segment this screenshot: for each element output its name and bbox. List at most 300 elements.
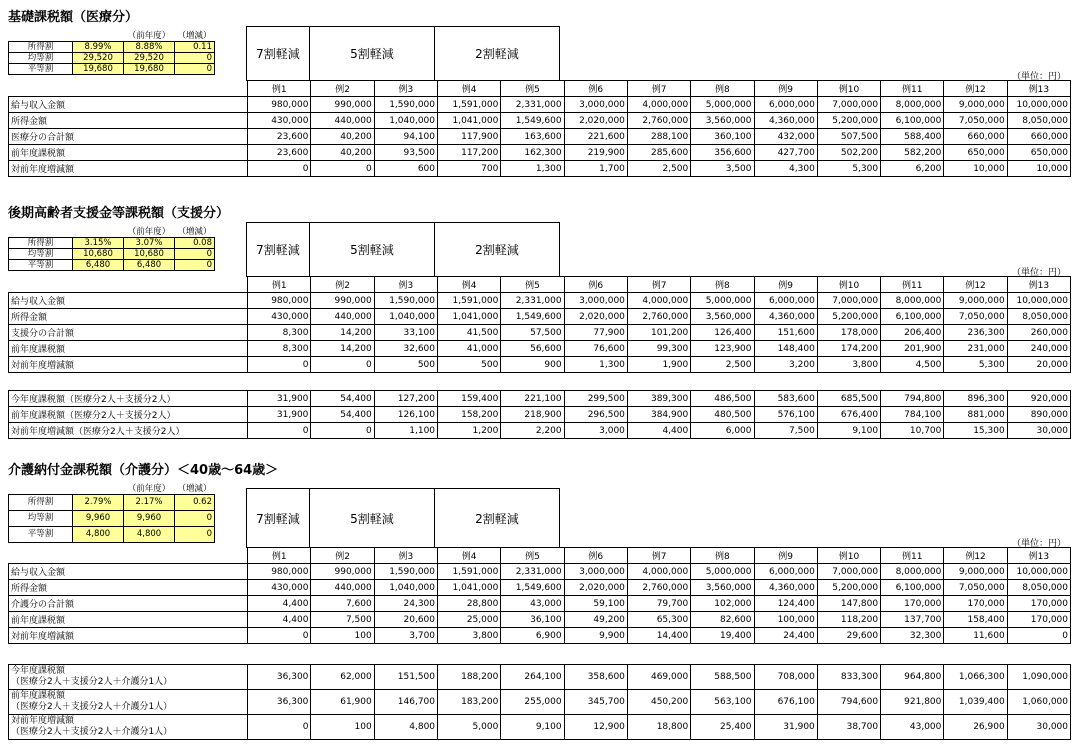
table-cell: 2,760,000 xyxy=(627,580,690,596)
example-header-row: 例1 例2 例3 例4 例5 例6 例7 例8 例9 例10 例11 例12 例13 xyxy=(9,548,1071,564)
table-cell: 296,500 xyxy=(564,407,627,423)
table-row xyxy=(9,580,1071,596)
table-cell: 41,500 xyxy=(438,325,501,341)
table-cell: 7,600 xyxy=(311,596,374,612)
table-cell: 1,040,000 xyxy=(374,580,437,596)
table-cell: 151,500 xyxy=(374,665,437,690)
section-title-support: 後期高齢者支援金等課税額（支援分） xyxy=(8,206,230,221)
table-cell: 5,200,000 xyxy=(817,113,880,129)
table-cell: 117,200 xyxy=(438,145,501,161)
table-cell: 360,100 xyxy=(691,129,754,145)
table-cell: 2,020,000 xyxy=(564,309,627,325)
row-label: 支援分の合計額 xyxy=(9,325,248,341)
table-cell: 299,500 xyxy=(564,391,627,407)
row-label: 対前年度増減額 xyxy=(9,161,248,177)
table-cell: 389,300 xyxy=(627,391,690,407)
example-header-row: 例1 例2 例3 例4 例5 例6 例7 例8 例9 例10 例11 例12 例13 xyxy=(9,81,1071,97)
row-label: 医療分の合計額 xyxy=(9,129,248,145)
table-cell: 33,100 xyxy=(374,325,437,341)
rate-head-prev: （前年度） xyxy=(127,30,171,41)
rate-row: 平等割 19,680 19,680 0 xyxy=(9,64,215,75)
table-cell: 178,000 xyxy=(817,325,880,341)
table-cell: 384,900 xyxy=(627,407,690,423)
table-cell: 8,050,000 xyxy=(1007,113,1070,129)
table-cell: 4,400 xyxy=(627,423,690,439)
table-cell: 990,000 xyxy=(311,293,374,309)
table-cell: 1,900 xyxy=(627,357,690,373)
table-cell: 20,000 xyxy=(1007,357,1070,373)
table-cell: 660,000 xyxy=(944,129,1007,145)
table-cell: 6,000 xyxy=(691,423,754,439)
table-cell: 8,050,000 xyxy=(1007,309,1070,325)
table-cell: 31,900 xyxy=(754,715,817,740)
table-cell: 158,400 xyxy=(944,612,1007,628)
table-cell: 102,000 xyxy=(691,596,754,612)
table-row xyxy=(9,341,1071,357)
table-cell: 1,200 xyxy=(438,423,501,439)
table-cell: 4,400 xyxy=(248,612,311,628)
table-cell: 784,100 xyxy=(881,407,944,423)
table-row xyxy=(9,309,1071,325)
table-cell: 881,000 xyxy=(944,407,1007,423)
table-cell: 502,200 xyxy=(817,145,880,161)
row-label: 対前年度増減額 xyxy=(9,357,248,373)
data-table-medical xyxy=(8,80,1071,177)
table-cell: 345,700 xyxy=(564,690,627,715)
table-cell: 794,800 xyxy=(881,391,944,407)
table-cell: 1,060,000 xyxy=(1007,690,1070,715)
table-cell: 7,500 xyxy=(754,423,817,439)
table-cell: 980,000 xyxy=(248,564,311,580)
table-cell: 99,300 xyxy=(627,341,690,357)
table-cell: 2,760,000 xyxy=(627,309,690,325)
table-cell: 57,500 xyxy=(501,325,564,341)
table-cell: 2,020,000 xyxy=(564,580,627,596)
table-cell: 10,000 xyxy=(1007,161,1070,177)
table-cell: 162,300 xyxy=(501,145,564,161)
table-cell: 450,200 xyxy=(627,690,690,715)
row-label: 給与収入金額 xyxy=(9,293,248,309)
table-cell: 28,800 xyxy=(438,596,501,612)
table-cell: 1,090,000 xyxy=(1007,665,1070,690)
table-cell: 1,100 xyxy=(374,423,437,439)
table-cell: 4,000,000 xyxy=(627,293,690,309)
table-cell: 990,000 xyxy=(311,97,374,113)
table-cell: 10,000,000 xyxy=(1007,564,1070,580)
table-cell: 10,700 xyxy=(881,423,944,439)
section-title-care: 介護納付金課税額（介護分）＜40歳～64歳＞ xyxy=(8,463,279,478)
rate-row: 所得割 3.15% 3.07% 0.08 xyxy=(9,238,215,249)
table-cell: 2,020,000 xyxy=(564,113,627,129)
table-cell: 36,300 xyxy=(248,665,311,690)
table-cell: 480,500 xyxy=(691,407,754,423)
table-cell: 221,100 xyxy=(501,391,564,407)
row-label: 前年度課税額 xyxy=(9,145,248,161)
table-row xyxy=(9,325,1071,341)
table-cell: 685,500 xyxy=(817,391,880,407)
table-cell: 5,200,000 xyxy=(817,580,880,596)
table-cell: 920,000 xyxy=(1007,391,1070,407)
table-cell: 3,800 xyxy=(438,628,501,644)
table-cell: 427,700 xyxy=(754,145,817,161)
table-cell: 54,400 xyxy=(311,391,374,407)
summary-table-medical-support xyxy=(8,390,1071,439)
rate-row: 平等割 6,480 6,480 0 xyxy=(9,260,215,271)
table-cell: 148,400 xyxy=(754,341,817,357)
table-cell: 500 xyxy=(438,357,501,373)
table-cell: 6,100,000 xyxy=(881,580,944,596)
row-label xyxy=(9,690,248,715)
row-label: 給与収入金額 xyxy=(9,97,248,113)
table-cell: 82,600 xyxy=(691,612,754,628)
rate-row: 均等割 9,960 9,960 0 xyxy=(9,511,215,527)
summary-table-all xyxy=(8,664,1071,740)
table-cell: 36,300 xyxy=(248,690,311,715)
table-cell: 2,331,000 xyxy=(501,564,564,580)
table-cell: 123,900 xyxy=(691,341,754,357)
table-cell: 650,000 xyxy=(944,145,1007,161)
table-cell: 890,000 xyxy=(1007,407,1070,423)
table-cell: 25,400 xyxy=(691,715,754,740)
table-cell: 219,900 xyxy=(564,145,627,161)
table-cell: 147,800 xyxy=(817,596,880,612)
table-cell: 8,050,000 xyxy=(1007,580,1070,596)
table-cell: 0 xyxy=(248,628,311,644)
table-cell: 964,800 xyxy=(881,665,944,690)
table-cell: 137,700 xyxy=(881,612,944,628)
table-cell: 600 xyxy=(374,161,437,177)
table-cell: 40,200 xyxy=(311,145,374,161)
table-cell: 5,000 xyxy=(438,715,501,740)
rate-table-care: （前年度） （増減） 所得割 2.79% 2.17% 0.62 均等割 9,960 9,960 0 平等割 4,800 4,800 0 xyxy=(8,484,215,543)
table-cell: 2,331,000 xyxy=(501,97,564,113)
table-cell: 2,331,000 xyxy=(501,293,564,309)
table-cell: 62,000 xyxy=(311,665,374,690)
row-label-line1: 今年度課税額 xyxy=(11,666,66,676)
table-cell: 26,900 xyxy=(944,715,1007,740)
row-label xyxy=(9,715,248,740)
table-cell: 3,500 xyxy=(691,161,754,177)
table-cell: 6,000,000 xyxy=(754,564,817,580)
table-cell: 77,900 xyxy=(564,325,627,341)
table-cell: 9,000,000 xyxy=(944,293,1007,309)
table-cell: 8,300 xyxy=(248,325,311,341)
table-cell: 158,200 xyxy=(438,407,501,423)
table-cell: 7,000,000 xyxy=(817,564,880,580)
table-cell: 650,000 xyxy=(1007,145,1070,161)
table-row xyxy=(9,612,1071,628)
rate-row: 所得割 2.79% 2.17% 0.62 xyxy=(9,495,215,511)
table-cell: 588,400 xyxy=(881,129,944,145)
table-cell: 3,000,000 xyxy=(564,564,627,580)
table-cell: 990,000 xyxy=(311,564,374,580)
table-cell: 1,591,000 xyxy=(438,293,501,309)
table-cell: 3,000,000 xyxy=(564,293,627,309)
table-cell: 6,100,000 xyxy=(881,113,944,129)
table-cell: 12,900 xyxy=(564,715,627,740)
table-cell: 76,600 xyxy=(564,341,627,357)
table-cell: 201,900 xyxy=(881,341,944,357)
unit-label: （単位：円） xyxy=(1012,268,1067,278)
table-cell: 8,300 xyxy=(248,341,311,357)
table-cell: 14,200 xyxy=(311,325,374,341)
table-cell: 430,000 xyxy=(248,309,311,325)
table-cell: 30,000 xyxy=(1007,715,1070,740)
table-cell: 6,000,000 xyxy=(754,293,817,309)
table-cell: 4,000,000 xyxy=(627,97,690,113)
table-cell: 1,041,000 xyxy=(438,580,501,596)
table-cell: 15,300 xyxy=(944,423,1007,439)
table-cell: 708,000 xyxy=(754,665,817,690)
table-cell: 43,000 xyxy=(881,715,944,740)
table-cell: 100 xyxy=(311,628,374,644)
table-cell: 1,549,600 xyxy=(501,309,564,325)
table-row xyxy=(9,690,1071,715)
table-cell: 118,200 xyxy=(817,612,880,628)
table-cell: 676,100 xyxy=(754,690,817,715)
table-cell: 563,100 xyxy=(691,690,754,715)
row-label xyxy=(9,665,248,690)
table-cell: 206,400 xyxy=(881,325,944,341)
rate-row: 所得割 8.99% 8.88% 0.11 xyxy=(9,42,215,53)
table-cell: 7,050,000 xyxy=(944,580,1007,596)
table-cell: 6,900 xyxy=(501,628,564,644)
reduction-20: 2割軽減 xyxy=(434,26,560,81)
table-cell: 5,200,000 xyxy=(817,309,880,325)
table-cell: 10,000,000 xyxy=(1007,97,1070,113)
table-cell: 676,400 xyxy=(817,407,880,423)
rate-row: 平等割 4,800 4,800 0 xyxy=(9,527,215,543)
table-cell: 8,000,000 xyxy=(881,564,944,580)
table-cell: 29,600 xyxy=(817,628,880,644)
table-cell: 49,200 xyxy=(564,612,627,628)
reduction-70: 7割軽減 xyxy=(246,222,310,277)
table-cell: 1,041,000 xyxy=(438,309,501,325)
table-cell: 56,600 xyxy=(501,341,564,357)
table-cell: 0 xyxy=(248,357,311,373)
example-header-row: 例1 例2 例3 例4 例5 例6 例7 例8 例9 例10 例11 例12 例13 xyxy=(9,277,1071,293)
table-cell: 10,000,000 xyxy=(1007,293,1070,309)
table-cell: 1,039,400 xyxy=(944,690,1007,715)
table-cell: 440,000 xyxy=(311,309,374,325)
table-cell: 285,600 xyxy=(627,145,690,161)
table-cell: 126,100 xyxy=(374,407,437,423)
table-cell: 4,360,000 xyxy=(754,113,817,129)
table-cell: 170,000 xyxy=(944,596,1007,612)
table-cell: 6,000,000 xyxy=(754,97,817,113)
table-cell: 358,600 xyxy=(564,665,627,690)
rate-head-diff: （増減） xyxy=(177,30,212,41)
table-row xyxy=(9,391,1071,407)
table-cell: 500 xyxy=(374,357,437,373)
table-cell: 1,591,000 xyxy=(438,564,501,580)
reduction-70: 7割軽減 xyxy=(246,488,310,548)
table-cell: 117,900 xyxy=(438,129,501,145)
table-cell: 260,000 xyxy=(1007,325,1070,341)
table-cell: 124,400 xyxy=(754,596,817,612)
table-cell: 1,549,600 xyxy=(501,113,564,129)
table-row xyxy=(9,665,1071,690)
table-cell: 9,000,000 xyxy=(944,564,1007,580)
table-cell: 9,100 xyxy=(817,423,880,439)
table-cell: 5,300 xyxy=(817,161,880,177)
table-cell: 5,000,000 xyxy=(691,97,754,113)
reduction-20: 2割軽減 xyxy=(434,488,560,548)
table-cell: 4,500 xyxy=(881,357,944,373)
table-cell: 4,400 xyxy=(248,596,311,612)
table-row xyxy=(9,357,1071,373)
section-title-medical: 基礎課税額（医療分） xyxy=(8,10,139,25)
table-cell: 6,100,000 xyxy=(881,309,944,325)
table-cell: 159,400 xyxy=(438,391,501,407)
row-label: 所得金額 xyxy=(9,580,248,596)
table-cell: 61,900 xyxy=(311,690,374,715)
table-row xyxy=(9,113,1071,129)
table-cell: 3,560,000 xyxy=(691,580,754,596)
table-cell: 11,600 xyxy=(944,628,1007,644)
table-cell: 4,300 xyxy=(754,161,817,177)
unit-label: （単位：円） xyxy=(1012,72,1067,82)
table-cell: 5,300 xyxy=(944,357,1007,373)
table-cell: 170,000 xyxy=(881,596,944,612)
row-label: 介護分の合計額 xyxy=(9,596,248,612)
table-cell: 240,000 xyxy=(1007,341,1070,357)
table-cell: 126,400 xyxy=(691,325,754,341)
table-cell: 59,100 xyxy=(564,596,627,612)
table-row xyxy=(9,97,1071,113)
table-row xyxy=(9,715,1071,740)
table-cell: 1,590,000 xyxy=(374,564,437,580)
table-cell: 833,300 xyxy=(817,665,880,690)
table-cell: 3,800 xyxy=(817,357,880,373)
table-cell: 236,300 xyxy=(944,325,1007,341)
table-cell: 0 xyxy=(311,357,374,373)
table-cell: 6,200 xyxy=(881,161,944,177)
row-label: 前年度課税額（医療分2人＋支援分2人） xyxy=(9,407,248,423)
table-cell: 218,900 xyxy=(501,407,564,423)
table-cell: 0 xyxy=(311,161,374,177)
table-cell: 32,600 xyxy=(374,341,437,357)
table-cell: 94,100 xyxy=(374,129,437,145)
table-cell: 14,200 xyxy=(311,341,374,357)
table-cell: 356,600 xyxy=(691,145,754,161)
reduction-50: 5割軽減 xyxy=(309,488,435,548)
table-cell: 900 xyxy=(501,357,564,373)
table-cell: 794,600 xyxy=(817,690,880,715)
table-cell: 469,000 xyxy=(627,665,690,690)
reduction-70: 7割軽減 xyxy=(246,26,310,81)
table-cell: 18,800 xyxy=(627,715,690,740)
row-label-line2: （医療分2人＋支援分2人＋介護分1人） xyxy=(11,677,173,687)
table-cell: 8,000,000 xyxy=(881,293,944,309)
table-cell: 486,500 xyxy=(691,391,754,407)
table-cell: 1,300 xyxy=(501,161,564,177)
table-cell: 1,041,000 xyxy=(438,113,501,129)
table-cell: 188,200 xyxy=(438,665,501,690)
row-label: 前年度課税額 xyxy=(9,341,248,357)
table-cell: 231,000 xyxy=(944,341,1007,357)
row-label-line2: （医療分2人＋支援分2人＋介護分1人） xyxy=(11,702,173,712)
reduction-50: 5割軽減 xyxy=(309,26,435,81)
table-cell: 7,050,000 xyxy=(944,113,1007,129)
table-cell: 430,000 xyxy=(248,113,311,129)
table-cell: 20,600 xyxy=(374,612,437,628)
table-cell: 7,050,000 xyxy=(944,309,1007,325)
table-cell: 19,400 xyxy=(691,628,754,644)
table-cell: 23,600 xyxy=(248,129,311,145)
table-cell: 5,000,000 xyxy=(691,564,754,580)
table-cell: 7,500 xyxy=(311,612,374,628)
table-cell: 43,000 xyxy=(501,596,564,612)
table-cell: 0 xyxy=(1007,628,1070,644)
reduction-50: 5割軽減 xyxy=(309,222,435,277)
table-cell: 23,600 xyxy=(248,145,311,161)
table-cell: 432,000 xyxy=(754,129,817,145)
table-cell: 14,400 xyxy=(627,628,690,644)
table-cell: 430,000 xyxy=(248,580,311,596)
table-cell: 582,200 xyxy=(881,145,944,161)
table-cell: 10,000 xyxy=(944,161,1007,177)
table-cell: 3,000,000 xyxy=(564,97,627,113)
table-cell: 221,600 xyxy=(564,129,627,145)
row-label: 所得金額 xyxy=(9,113,248,129)
table-cell: 127,200 xyxy=(374,391,437,407)
row-label: 所得金額 xyxy=(9,309,248,325)
table-cell: 7,000,000 xyxy=(817,97,880,113)
table-cell: 588,500 xyxy=(691,665,754,690)
row-label-line2: （医療分2人＋支援分2人＋介護分1人） xyxy=(11,727,173,737)
table-cell: 3,560,000 xyxy=(691,113,754,129)
table-cell: 1,590,000 xyxy=(374,97,437,113)
table-row xyxy=(9,564,1071,580)
table-cell: 2,500 xyxy=(627,161,690,177)
table-cell: 7,000,000 xyxy=(817,293,880,309)
row-label-line1: 対前年度増減額 xyxy=(11,716,75,726)
table-row xyxy=(9,293,1071,309)
table-cell: 4,360,000 xyxy=(754,580,817,596)
table-cell: 1,591,000 xyxy=(438,97,501,113)
table-cell: 101,200 xyxy=(627,325,690,341)
row-label: 対前年度増減額 xyxy=(9,628,248,644)
table-cell: 255,000 xyxy=(501,690,564,715)
rate-table-support: （前年度） （増減） 所得割 3.15% 3.07% 0.08 均等割 10,680 10,680 0 平等割 6,480 6,480 0 xyxy=(8,227,215,271)
table-row xyxy=(9,596,1071,612)
table-cell: 660,000 xyxy=(1007,129,1070,145)
table-cell: 4,800 xyxy=(374,715,437,740)
table-cell: 146,700 xyxy=(374,690,437,715)
table-cell: 40,200 xyxy=(311,129,374,145)
table-cell: 163,600 xyxy=(501,129,564,145)
table-cell: 4,360,000 xyxy=(754,309,817,325)
reduction-20: 2割軽減 xyxy=(434,222,560,277)
row-label: 対前年度増減額（医療分2人＋支援分2人） xyxy=(9,423,248,439)
table-row xyxy=(9,129,1071,145)
table-cell: 9,000,000 xyxy=(944,97,1007,113)
rate-table-medical xyxy=(8,31,215,75)
table-cell: 24,300 xyxy=(374,596,437,612)
table-cell: 65,300 xyxy=(627,612,690,628)
table-cell: 921,800 xyxy=(881,690,944,715)
table-cell: 31,900 xyxy=(248,391,311,407)
table-row xyxy=(9,423,1071,439)
table-cell: 170,000 xyxy=(1007,612,1070,628)
row-label-line1: 前年度課税額 xyxy=(11,691,66,701)
table-cell: 2,500 xyxy=(691,357,754,373)
table-cell: 0 xyxy=(248,423,311,439)
table-cell: 0 xyxy=(248,161,311,177)
table-cell: 288,100 xyxy=(627,129,690,145)
table-cell: 9,100 xyxy=(501,715,564,740)
